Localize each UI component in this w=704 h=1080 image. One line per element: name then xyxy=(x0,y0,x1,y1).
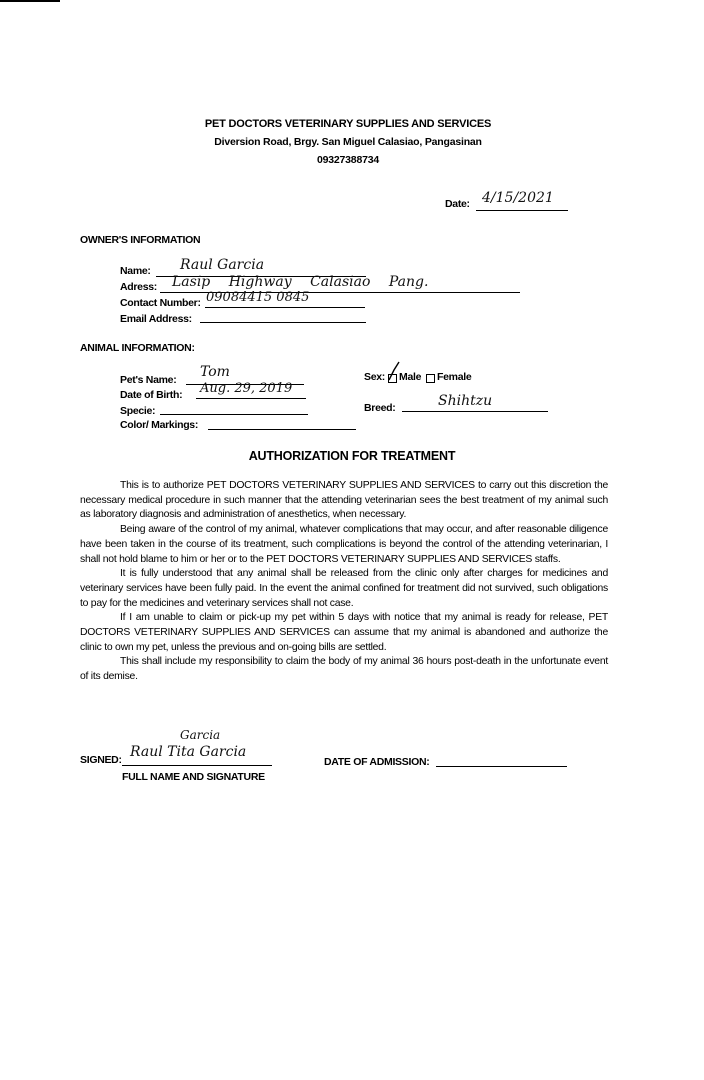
authorization-paragraph: If I am unable to claim or pick-up my pet within 5 days with notice that my animal is ready for release, PET DOCTORS VETERINARY SUPPLIES AND SERVICES can assume that my animal is abandoned and authorize the clinic to own my pet, unless the previous and on-going bills are settled. xyxy=(80,612,608,653)
authorization-paragraph: This shall include my responsibility to claim the body of my animal 36 hours post-death in the unfortunate event of its demise. xyxy=(80,656,608,683)
authorization-title: AUTHORIZATION FOR TREATMENT xyxy=(248,449,456,463)
signature-scrawl: Garcia xyxy=(180,728,221,742)
dob-label: Date of Birth: xyxy=(120,389,183,401)
color-markings-line xyxy=(208,429,356,430)
date-of-admission-label: DATE OF ADMISSION: xyxy=(324,756,430,768)
sex-female-label: Female xyxy=(437,371,472,383)
breed-value: Shihtzu xyxy=(438,393,493,409)
authorization-paragraph: Being aware of the control of my animal, whatever complications that may occur, and after reasonable diligence have been taken in the course of its treatment, such complications is beyond the control of the attending veterinarian, I shall not hold blame to him or her or to the PET DOCTORS VETERINARY SUPPLIES AND SERVICES staffs. xyxy=(80,524,608,565)
sex-male-label: Male xyxy=(399,371,422,383)
authorization-body xyxy=(80,479,608,685)
owner-address-label: Adress: xyxy=(120,281,157,293)
authorization-paragraph: This is to authorize PET DOCTORS VETERINARY SUPPLIES AND SERVICES to carry out this discretion the necessary medical procedure in such manner that the attending veterinarian sees the best treatment of my animal such as laboratory diagnosis and administration of anesthetics, when necessary. xyxy=(80,480,608,521)
breed-line xyxy=(402,411,548,412)
sex-label: Sex: xyxy=(364,371,385,383)
full-name-signature-label: FULL NAME AND SIGNATURE xyxy=(122,771,265,783)
owner-contact-line xyxy=(205,307,365,308)
date-of-admission-line xyxy=(436,766,567,767)
female-checkbox[interactable] xyxy=(426,374,435,383)
owner-name-value: Raul Garcia xyxy=(180,257,265,273)
specie-label: Specie: xyxy=(120,405,156,417)
dob-line xyxy=(196,398,306,399)
date-label: Date: xyxy=(445,198,470,210)
signed-label: SIGNED: xyxy=(80,754,122,766)
signed-value: Raul Tita Garcia xyxy=(130,744,247,760)
signed-line xyxy=(122,765,272,766)
company-phone: 09327388734 xyxy=(316,154,380,166)
pet-name-value: Tom xyxy=(200,364,230,380)
date-line xyxy=(476,210,568,211)
pet-name-label: Pet's Name: xyxy=(120,374,177,386)
dob-value: Aug. 29, 2019 xyxy=(200,381,293,396)
authorization-paragraph: It is fully understood that any animal shall be released from the clinic only after charges for medicines and veterinary services have been fully paid. In the event the animal confined for treatment did not survived, such obligations to pay for the medicines and veterinary services shall not case. xyxy=(80,568,608,609)
date-value: 4/15/2021 xyxy=(482,190,554,206)
owner-email-line xyxy=(200,322,366,323)
owner-contact-value: 09084415 0845 xyxy=(206,290,310,305)
company-name: PET DOCTORS VETERINARY SUPPLIES AND SERVICES xyxy=(204,118,492,130)
breed-label: Breed: xyxy=(364,402,396,414)
owner-address-value: Lasip Highway Calasiao Pang. xyxy=(172,274,429,290)
owner-email-label: Email Address: xyxy=(120,313,192,325)
color-markings-label: Color/ Markings: xyxy=(120,419,199,431)
animal-heading: ANIMAL INFORMATION: xyxy=(80,342,195,354)
owner-name-label: Name: xyxy=(120,265,151,277)
scan-edge-mark xyxy=(0,0,60,2)
company-address: Diversion Road, Brgy. San Miguel Calasiao, Pangasinan xyxy=(214,136,482,148)
owner-heading: OWNER'S INFORMATION xyxy=(80,234,201,246)
specie-line xyxy=(160,414,308,415)
owner-contact-label: Contact Number: xyxy=(120,297,201,309)
